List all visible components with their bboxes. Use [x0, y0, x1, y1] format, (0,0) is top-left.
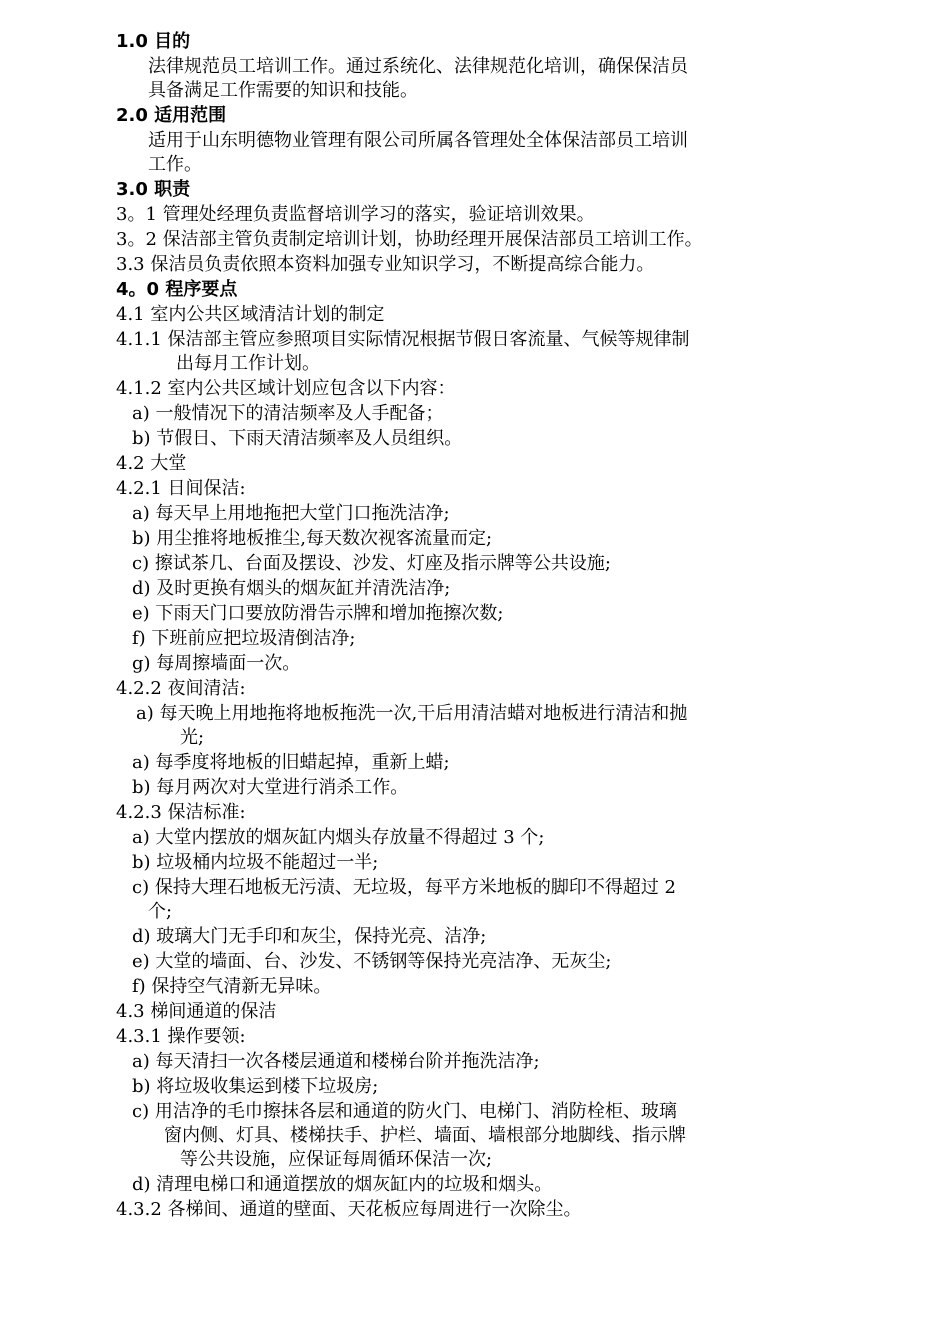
subsection-heading: 4.1 室内公共区域清洁计划的制定: [116, 304, 385, 325]
list-item: c) 用洁净的毛巾擦抹各层和通道的防火门、电梯门、消防栓柜、玻璃: [132, 1101, 677, 1122]
list-item: 4.1.1 保洁部主管应参照项目实际情况根据节假日客流量、气候等规律制: [116, 329, 690, 350]
list-item: d) 及时更换有烟头的烟灰缸并清洗洁净;: [132, 578, 451, 599]
list-item-continuation: 出每月工作计划。: [176, 353, 320, 374]
list-item: b) 垃圾桶内垃圾不能超过一半;: [132, 852, 379, 873]
list-item-continuation: 光;: [180, 727, 205, 748]
list-item: b) 节假日、下雨天清洁频率及人员组织。: [132, 428, 463, 449]
list-item: 4.2.3 保洁标准:: [116, 802, 246, 823]
section-heading: 4。0 程序要点: [116, 279, 238, 300]
list-item-continuation: 个;: [148, 901, 173, 922]
section-heading: 1.0 目的: [116, 31, 191, 52]
list-item: a) 每天晚上用地拖将地板拖洗一次,干后用清洁蜡对地板进行清洁和抛: [136, 703, 688, 724]
list-item: f) 下班前应把垃圾清倒洁净;: [132, 628, 356, 649]
list-item-continuation: 等公共设施，应保证每周循环保洁一次;: [180, 1149, 493, 1170]
list-item: 4.1.2 室内公共区域计划应包含以下内容：: [116, 378, 456, 399]
list-item: c) 擦试茶几、台面及摆设、沙发、灯座及指示牌等公共设施;: [132, 553, 611, 574]
list-item: e) 下雨天门口要放防滑告示牌和增加拖擦次数;: [132, 603, 504, 624]
list-item: a) 大堂内摆放的烟灰缸内烟头存放量不得超过 3 个;: [132, 827, 545, 848]
section-heading: 2.0 适用范围: [116, 105, 227, 126]
list-item: c) 保持大理石地板无污渍、无垃圾，每平方米地板的脚印不得超过 2: [132, 877, 676, 898]
subsection-heading: 4.3 梯间通道的保洁: [116, 1001, 277, 1022]
list-item: g) 每周擦墙面一次。: [132, 653, 301, 674]
subsection-heading: 4.2 大堂: [116, 453, 187, 474]
list-item: b) 每月两次对大堂进行消杀工作。: [132, 777, 409, 798]
list-item: 4.2.1 日间保洁:: [116, 478, 246, 499]
list-item: a) 每季度将地板的旧蜡起掉，重新上蜡;: [132, 752, 450, 773]
paragraph-line: 适用于山东明德物业管理有限公司所属各管理处全体保洁部员工培训: [148, 130, 688, 151]
paragraph-line: 具备满足工作需要的知识和技能。: [148, 80, 418, 101]
list-item: 4.2.2 夜间清洁:: [116, 678, 246, 699]
list-item: 3。2 保洁部主管负责制定培训计划，协助经理开展保洁部员工培训工作。: [116, 229, 703, 250]
list-item: e) 大堂的墙面、台、沙发、不锈钢等保持光亮洁净、无灰尘;: [132, 951, 612, 972]
list-item-continuation: 窗内侧、灯具、楼梯扶手、护栏、墙面、墙根部分地脚线、指示牌: [164, 1125, 686, 1146]
list-item: a) 每天早上用地拖把大堂门口拖洗洁净;: [132, 503, 450, 524]
list-item: b) 用尘推将地板推尘,每天数次视客流量而定;: [132, 528, 493, 549]
list-item: 4.3.1 操作要领:: [116, 1026, 246, 1047]
paragraph-line: 工作。: [148, 154, 202, 175]
list-item: f) 保持空气清新无异味。: [132, 976, 332, 997]
list-item: 3.3 保洁员负责依照本资料加强专业知识学习，不断提高综合能力。: [116, 254, 655, 275]
section-heading: 3.0 职责: [116, 179, 191, 200]
list-item: 4.3.2 各梯间、通道的壁面、天花板应每周进行一次除尘。: [116, 1199, 582, 1220]
paragraph-line: 法律规范员工培训工作。通过系统化、法律规范化培训，确保保洁员: [148, 56, 688, 77]
list-item: 3。1 管理处经理负责监督培训学习的落实，验证培训效果。: [116, 204, 595, 225]
list-item: d) 玻璃大门无手印和灰尘，保持光亮、洁净;: [132, 926, 487, 947]
list-item: a) 每天清扫一次各楼层通道和楼梯台阶并拖洗洁净;: [132, 1051, 540, 1072]
list-item: b) 将垃圾收集运到楼下垃圾房;: [132, 1076, 379, 1097]
list-item: d) 清理电梯口和通道摆放的烟灰缸内的垃圾和烟头。: [132, 1174, 553, 1195]
list-item: a) 一般情况下的清洁频率及人手配备；: [132, 403, 444, 424]
